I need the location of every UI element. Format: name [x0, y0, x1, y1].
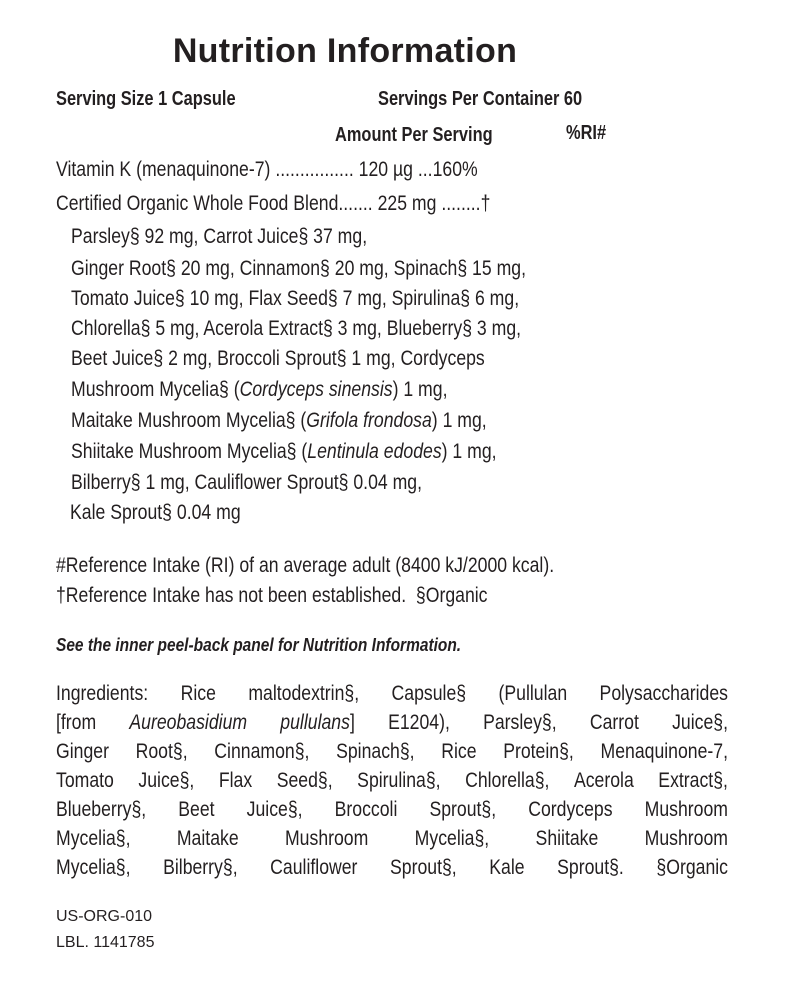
ingredient-word: Mushroom — [284, 827, 369, 850]
nutrient-name: Certified Organic Whole Food Blend — [56, 192, 339, 215]
product-code: US-ORG-010 — [56, 908, 153, 925]
ingredient-word: Rice — [441, 740, 477, 763]
ingredient-word: Bilberry§, — [163, 856, 238, 879]
ingredient-word: Shiitake — [535, 827, 599, 850]
blend-line-text — [70, 501, 241, 525]
ingredients-line — [56, 769, 728, 793]
nutrient-row-text — [56, 158, 478, 182]
ingredient-word: Aureobasidium — [129, 711, 248, 734]
nutrient-amount: 120 µg — [358, 158, 413, 181]
ingredient-word: Mushroom — [644, 827, 728, 850]
ingredient-word: Juice§, — [138, 769, 195, 792]
blend-text: Mushroom Mycelia§ ( — [71, 378, 240, 401]
ingredient-word: (Pullulan — [498, 682, 568, 705]
species-name: Cordyceps sinensis — [239, 378, 393, 401]
ingredient-word: Juice§, — [672, 711, 728, 734]
blend-text: Tomato Juice§ 10 mg, Flax Seed§ 7 mg, Spirulina§ 6 mg, — [71, 287, 520, 310]
footnote-not-established — [56, 584, 570, 608]
ingredient-word: Mycelia§, — [414, 827, 490, 850]
ingredients-line — [56, 856, 728, 880]
blend-line — [71, 225, 424, 249]
ingredient-word: Mycelia§, — [56, 827, 131, 850]
ingredient-word: Capsule§ — [391, 682, 467, 705]
ingredient-word: §Organic — [656, 856, 728, 879]
blend-text: Ginger Root§ 20 mg, Cinnamon§ 20 mg, Spinach§ 15 mg, — [71, 257, 526, 280]
dot-leader: ... — [417, 158, 433, 181]
blend-line-text — [71, 317, 521, 341]
peel-back-notice — [56, 635, 527, 656]
blend-text: Parsley§ 92 mg, Carrot Juice§ 37 mg, — [71, 225, 368, 248]
blend-line — [71, 378, 519, 402]
ingredient-word: Root§, — [135, 740, 188, 763]
blend-line — [70, 501, 273, 525]
blend-text: ) 1 mg, — [392, 378, 448, 401]
serving-size-text: Serving Size 1 Capsule — [56, 88, 236, 110]
blend-line-text — [71, 440, 497, 464]
servings-per-container — [378, 88, 627, 111]
nutrient-row-vitamin-k — [56, 158, 558, 182]
nutrient-row-text — [56, 192, 490, 216]
species-name: Lentinula edodes — [307, 440, 442, 463]
ingredient-word: Chlorella§, — [465, 769, 550, 792]
ingredient-word: Blueberry§, — [56, 798, 147, 821]
nutrient-ri: 160% — [432, 158, 478, 181]
blend-line-text — [71, 287, 519, 311]
ingredient-word: Juice§, — [246, 798, 303, 821]
ingredient-word: Spinach§, — [336, 740, 415, 763]
ingredient-word: Menaquinone-7, — [600, 740, 728, 763]
serving-size — [56, 88, 275, 111]
nutrient-name: Vitamin K (menaquinone-7) — [56, 158, 271, 181]
ingredient-word: Sprout§, — [429, 798, 497, 821]
footnote-ri-text: #Reference Intake (RI) of an average adult (8400 kJ/2000 kcal). — [56, 554, 555, 577]
footnote-ri — [56, 554, 649, 578]
amount-per-serving-header — [335, 124, 527, 147]
ri-header-text: %RI# — [566, 122, 607, 144]
blend-line-text — [71, 257, 526, 281]
blend-line-text — [71, 378, 447, 402]
ingredient-word: Mycelia§, — [56, 856, 131, 879]
species-name: Grifola frondosa — [306, 409, 432, 432]
ingredient-word: Tomato — [56, 769, 114, 792]
servings-per-container-text: Servings Per Container 60 — [378, 88, 583, 110]
ingredient-word: Broccoli — [334, 798, 398, 821]
blend-text: Chlorella§ 5 mg, Acerola Extract§ 3 mg, Blueberry§ 3 mg, — [71, 317, 522, 340]
blend-line-text — [71, 225, 367, 249]
ingredient-word: Sprout§. — [557, 856, 624, 879]
nutrient-amount: 225 mg — [377, 192, 437, 215]
blend-text: Kale Sprout§ 0.04 mg — [70, 501, 241, 524]
ingredient-word: Polysaccharides — [599, 682, 728, 705]
ingredient-word: maltodextrin§, — [248, 682, 360, 705]
ingredients-line — [56, 827, 728, 851]
ingredient-word: Cordyceps — [528, 798, 613, 821]
blend-text: Beet Juice§ 2 mg, Broccoli Sprout§ 1 mg, Cordyceps — [71, 347, 485, 370]
ingredient-word: Parsley§, — [483, 711, 557, 734]
blend-text: Maitake Mushroom Mycelia§ ( — [71, 409, 307, 432]
blend-line-text — [71, 471, 422, 495]
dot-leader: ................ — [275, 158, 354, 181]
ingredient-word: Maitake — [176, 827, 239, 850]
ingredient-word: [from — [56, 711, 97, 734]
blend-line — [71, 471, 489, 495]
footnote-organic-text: §Organic — [415, 584, 488, 607]
ingredient-word: Rice — [180, 682, 216, 705]
footnote-dagger-text: †Reference Intake has not been established. — [56, 584, 407, 607]
dot-leader: ....... — [338, 192, 373, 215]
ingredient-word: pullulans] — [280, 711, 355, 734]
ingredient-word: Extract§, — [658, 769, 728, 792]
ingredient-word: Cinnamon§, — [214, 740, 310, 763]
ingredients-line — [56, 798, 728, 822]
amount-header-text: Amount Per Serving — [335, 124, 493, 146]
ingredient-word: Acerola — [573, 769, 634, 792]
ingredient-word: Ingredients: — [56, 682, 149, 705]
ingredients-line — [56, 682, 728, 706]
ingredient-word: Kale — [489, 856, 525, 879]
label-number: LBL. 1141785 — [56, 934, 155, 951]
dot-leader: ........ — [441, 192, 481, 215]
blend-line — [71, 317, 607, 341]
ingredient-word: Ginger — [56, 740, 109, 763]
ingredient-word: E1204), — [388, 711, 450, 734]
ri-header — [566, 122, 615, 145]
nutrient-row-whole-food-blend — [56, 192, 573, 216]
ingredient-word: Sprout§, — [390, 856, 457, 879]
blend-line — [71, 440, 578, 464]
ingredient-word: Beet — [178, 798, 215, 821]
ingredient-word: Mushroom — [644, 798, 728, 821]
ingredient-word: Protein§, — [503, 740, 574, 763]
nutrition-title: Nutrition Information — [172, 32, 518, 70]
ingredients-line — [56, 711, 728, 735]
ingredient-word: Carrot — [589, 711, 639, 734]
blend-line — [71, 409, 566, 433]
blend-line — [71, 257, 613, 281]
blend-line — [71, 347, 564, 371]
footnote-line — [56, 584, 487, 608]
peel-back-text: See the inner peel-back panel for Nutrition Information. — [56, 635, 462, 655]
blend-text: Shiitake Mushroom Mycelia§ ( — [71, 440, 308, 463]
ingredient-word: Cauliflower — [270, 856, 358, 879]
blend-text: Bilberry§ 1 mg, Cauliflower Sprout§ 0.04 mg, — [71, 471, 423, 494]
ingredient-word: Spirulina§, — [357, 769, 441, 792]
blend-line-text — [71, 409, 487, 433]
blend-line-text — [71, 347, 485, 371]
ingredients-line — [56, 740, 728, 764]
nutrient-ri: † — [480, 192, 491, 215]
blend-text: ) 1 mg, — [431, 409, 487, 432]
blend-text: ) 1 mg, — [441, 440, 497, 463]
ingredient-word: Seed§, — [276, 769, 333, 792]
ingredient-word: Flax — [218, 769, 253, 792]
blend-line — [71, 287, 604, 311]
